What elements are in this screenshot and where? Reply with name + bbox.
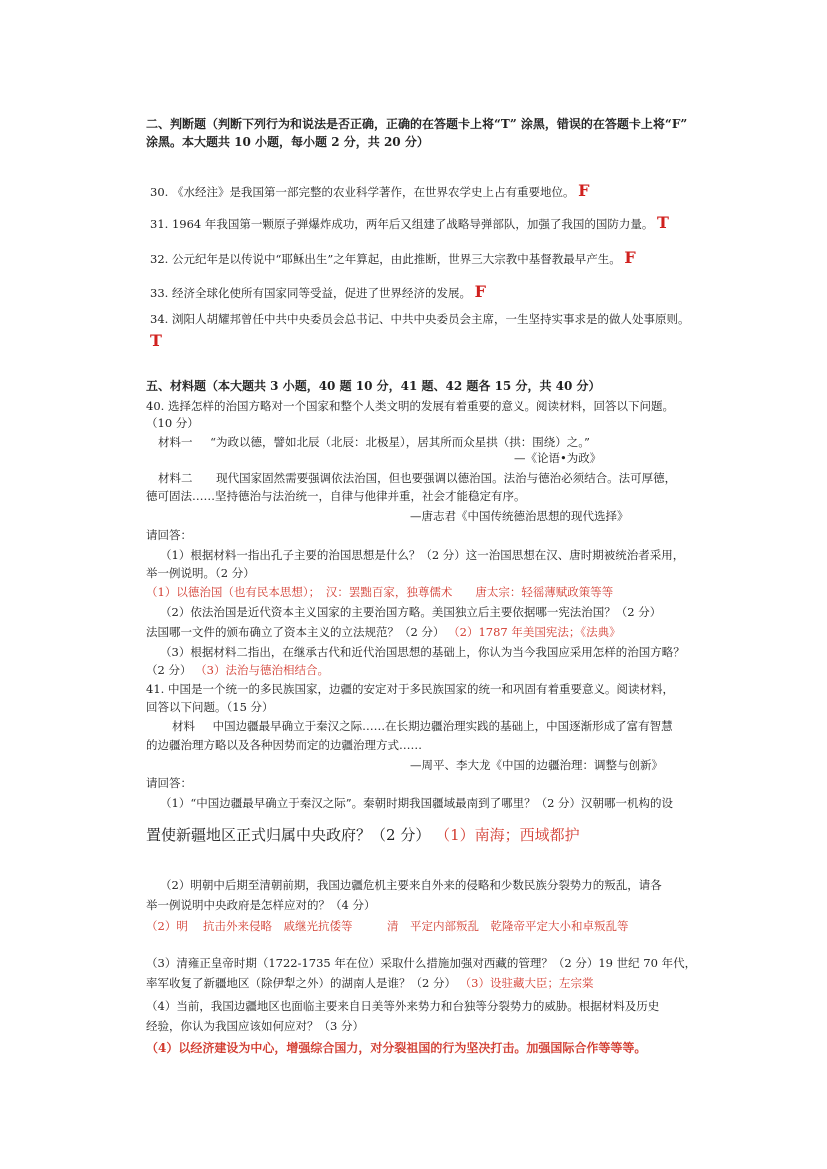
q41-line1: 41. 中国是一个统一的多民族国家，边疆的安定对于多民族国家的统一和巩固有着重要意义。阅读材料， (146, 682, 674, 696)
q41-line2: 回答以下问题。（15 分） (146, 700, 274, 714)
judge-header-line1: 二、判断题（判断下列行为和说法是否正确，正确的在答题卡上将“T” 涂黑，错误的在答题卡上将“F” (146, 117, 688, 131)
q40-3-line2 (146, 662, 329, 678)
q41-1-line1: （1）“中国边疆最早确立于秦汉之际”。秦朝时期我国疆域最南到了哪里？（2 分）汉朝哪一机构的设 (160, 796, 674, 810)
judge-header-line2: 涂黑。本大题共 10 小题，每小题 2 分，共 20 分） (146, 135, 429, 149)
material2-source: —唐志君《中国传统德治思想的现代选择》 (410, 509, 629, 523)
answer-40-2: （2）1787 年美国宪法；《法典》 (448, 625, 621, 639)
answer-41-3: （3）设驻藏大臣；左宗棠 (459, 976, 594, 990)
material2-label: 材料二 (158, 471, 193, 485)
material2-line1 (158, 470, 676, 486)
question-33-text: 33. 经济全球化使所有国家同等受益，促进了世界经济的发展。 (150, 286, 471, 300)
q41-4-line2: 经验，你认为我国应该如何应对？（3 分） (146, 1019, 364, 1033)
material2-line2: 德可固法……坚持德治与法治统一，自律与他律并重，社会才能稳定有序。 (146, 489, 526, 503)
answer-30: F (578, 181, 590, 200)
answer-34: T (150, 331, 162, 350)
q40-2-text: 法国哪一文件的颁布确立了资本主义的立法规范？（2 分） (146, 625, 445, 639)
q40-1-line1: （1）根据材料一指出孔子主要的治国思想是什么？（2 分）这一治国思想在汉、唐时期被统治者采用， (160, 548, 685, 562)
q40-2-line2 (146, 624, 621, 640)
material3-label: 材料 (172, 719, 195, 733)
material1-text: “为政以德，譬如北辰（北辰：北极星），居其所而众星拱（拱：围绕）之。” (210, 435, 590, 449)
answer-41-4: （4）以经济建设为中心，增强综合国力，对分裂祖国的行为坚决打击。加强国际合作等等等。 (146, 1041, 647, 1055)
q41-1-text: 置使新疆地区正式归属中央政府？（2 分） (146, 826, 431, 844)
answer-32: F (624, 248, 636, 267)
question-33 (150, 284, 486, 301)
q41-1-line2 (146, 825, 580, 845)
answer-33: F (474, 282, 486, 301)
q41-3-line2 (146, 975, 593, 991)
material1-source: —《论语•为政》 (514, 451, 602, 465)
q40-line1: 40. 选择怎样的治国方略对一个国家和整个人类文明的发展有着重要的意义。阅读材料，回答以下问题。 (146, 399, 674, 413)
question-31-text: 31. 1964 年我国第一颗原子弹爆炸成功，两年后又组建了战略导弹部队，加强了我国的国防力量。 (150, 217, 654, 231)
answer-40-3: （3）法治与德治相结合。 (195, 663, 329, 677)
q41-3-line1: （3）清雍正皇帝时期（1722-1735 年在位）采取什么措施加强对西藏的管理？（2 分）19 世纪 70 年代， (146, 956, 697, 970)
question-32-text: 32. 公元纪年是以传说中“耶稣出生”之年算起，由此推断，世界三大宗教中基督教最早产生。 (150, 252, 621, 266)
answer-31: T (657, 213, 669, 232)
material1-label: 材料一 (158, 435, 193, 449)
material3-source: —周平、李大龙《中国的边疆治理：调整与创新》 (410, 758, 663, 772)
q40-line2: （10 分） (146, 416, 199, 430)
q40-3-line1: （3）根据材料二指出，在继承古代和近代治国思想的基础上，你认为当今我国应采用怎样的治国方略？ (160, 645, 685, 659)
q41-2-line2: 举一例说明中央政府是怎样应对的？（4 分） (146, 898, 376, 912)
q40-2-line1: （2）依法治国是近代资本主义国家的主要治国方略。美国独立后主要依据哪一宪法治国？（2 分） (160, 605, 662, 619)
material1 (158, 434, 590, 450)
answer-41-1: （1）南海；西域都护 (435, 826, 580, 844)
q40-3-text: （2 分） (146, 663, 192, 677)
q41-4-line1: （4）当前，我国边疆地区也面临主要来自日美等外来势力和台独等分裂势力的威胁。根据材料及历史 (146, 999, 660, 1013)
q41-2-line1: （2）明朝中后期至清朝前期，我国边疆危机主要来自外来的侵略和少数民族分裂势力的叛乱，请各 (160, 878, 662, 892)
ask-label-2: 请回答： (146, 776, 192, 790)
material2-text1: 现代国家固然需要强调依法治国，但也要强调以德治国。法治与德治必须结合。法可厚德， (216, 471, 677, 485)
material3-line1 (172, 718, 673, 734)
question-30-text: 30. 《水经注》是我国第一部完整的农业科学著作，在世界农学史上占有重要地位。 (150, 185, 575, 199)
ask-label: 请回答： (146, 528, 192, 542)
material3-text1: 中国边疆最早确立于秦汉之际……在长期边疆治理实践的基础上，中国逐渐形成了富有智慧 (212, 719, 673, 733)
question-34-text: 34. 浏阳人胡耀邦曾任中共中央委员会总书记、中共中央委员会主席，一生坚持实事求是的做人处事原则。 (150, 312, 690, 326)
material-header: 五、材料题（本大题共 3 小题，40 题 10 分，41 题、42 题各 15 分，共 40 分） (146, 379, 601, 393)
material3-line2: 的边疆治理方略以及各种因势而定的边疆治理方式…… (146, 738, 422, 752)
question-32 (150, 250, 636, 267)
q40-1-line2: 举一例说明。（2 分） (146, 566, 255, 580)
answer-40-1: （1）以德治国（也有民本思想）； 汉：罢黜百家，独尊儒术 唐太宗：轻徭薄赋政策等等 (146, 585, 614, 599)
question-30 (150, 183, 589, 200)
q41-3-text: 率军收复了新疆地区（除伊犁之外）的湖南人是谁？（2 分） (146, 976, 456, 990)
answer-41-2: （2）明 抗击外来侵略 戚继光抗倭等 清 平定内部叛乱 乾隆帝平定大小和卓叛乱等 (146, 919, 629, 933)
question-31 (150, 215, 669, 232)
